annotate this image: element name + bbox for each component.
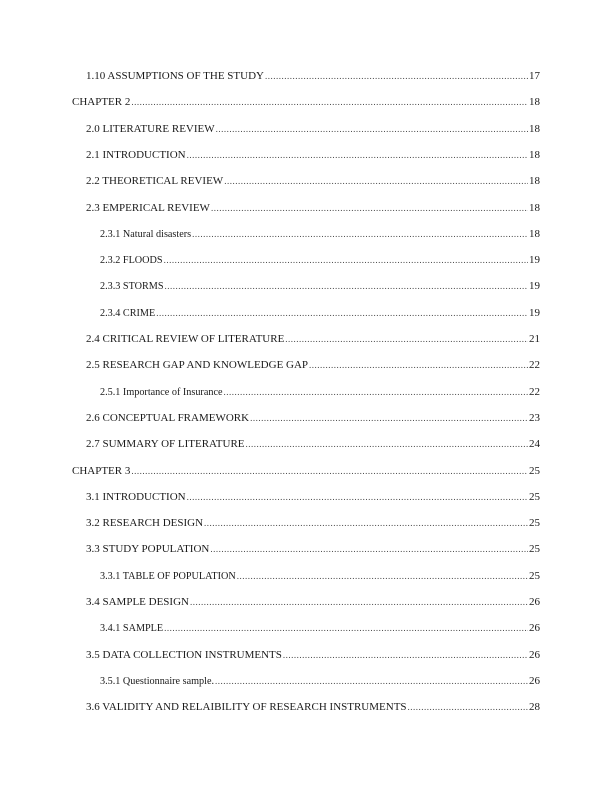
toc-entry-title: 2.1 INTRODUCTION (86, 148, 186, 161)
toc-entry-page: 21 (529, 333, 540, 345)
toc-entry[interactable] (100, 570, 540, 586)
toc-entry-title: 3.1 INTRODUCTION (86, 490, 186, 503)
toc-entry-page: 26 (529, 622, 540, 635)
dot-leader (165, 281, 528, 291)
dot-leader (190, 597, 528, 607)
toc-entry[interactable] (100, 675, 540, 691)
dot-leader (237, 571, 528, 581)
dot-leader (131, 97, 528, 107)
dot-leader (265, 71, 528, 81)
toc-entry-title: 2.7 SUMMARY OF LITERATURE (86, 438, 245, 451)
toc-entry-title: 1.10 ASSUMPTIONS OF THE STUDY (86, 70, 264, 82)
toc-entry-page: 17 (529, 70, 540, 82)
dot-leader (187, 150, 528, 160)
toc-entry-page: 25 (529, 517, 540, 530)
toc-entry-page: 18 (529, 201, 540, 214)
toc-entry-title: 3.4.1 SAMPLE (100, 623, 164, 635)
dot-leader (309, 360, 528, 370)
toc-entry[interactable] (86, 175, 540, 191)
toc-entry-page: 18 (529, 148, 540, 161)
toc-entry-page: 28 (529, 701, 540, 714)
toc-entry[interactable] (86, 438, 540, 454)
toc-entry-title: 2.3.2 FLOODS (100, 255, 163, 267)
dot-leader (187, 492, 528, 502)
toc-entry[interactable] (86, 412, 540, 428)
toc-entry-title: 3.5 DATA COLLECTION INSTRUMENTS (86, 648, 282, 661)
toc-entry-title: 2.0 LITERATURE REVIEW (86, 122, 215, 135)
toc-entry-title: 2.5 RESEARCH GAP AND KNOWLEDGE GAP (86, 359, 309, 372)
toc-entry-page: 19 (529, 254, 540, 267)
toc-entry[interactable] (86, 649, 540, 665)
toc-entry-title: 2.6 CONCEPTUAL FRAMEWORK (86, 411, 250, 424)
toc-entry-page: 19 (529, 280, 540, 293)
toc-entry-page: 26 (529, 648, 540, 661)
toc-entry-title: 2.3 EMPERICAL REVIEW (86, 201, 210, 214)
toc-entry[interactable] (86, 491, 540, 507)
toc-entry-title: 2.4 CRITICAL REVIEW OF LITERATURE (86, 333, 285, 345)
dot-leader (285, 334, 528, 344)
toc-entry-title: CHAPTER 3 (72, 464, 131, 477)
toc-entry-title: 2.3.3 STORMS (100, 281, 164, 293)
dot-leader (215, 676, 528, 686)
toc-entry[interactable] (100, 307, 540, 323)
toc-entry-page: 25 (529, 543, 540, 556)
toc-entry[interactable] (72, 465, 540, 481)
toc-entry-page: 22 (529, 359, 540, 372)
dot-leader (408, 702, 528, 712)
toc-entry[interactable] (86, 359, 540, 375)
toc-entry[interactable] (100, 280, 540, 296)
toc-entry-page: 19 (529, 306, 540, 319)
toc-entry-page: 18 (529, 122, 540, 135)
dot-leader (224, 176, 528, 186)
toc-entry[interactable] (86, 596, 540, 612)
toc-entry-title: 3.3 STUDY POPULATION (86, 543, 210, 556)
toc-entry-title: 3.2 RESEARCH DESIGN (86, 517, 204, 530)
dot-leader (246, 439, 529, 449)
toc-entry-page: 25 (529, 490, 540, 503)
toc-entry-title: 2.3.4 CRIME (100, 307, 156, 319)
toc-entry-page: 22 (529, 385, 540, 398)
toc-entry-page: 23 (529, 411, 540, 424)
dot-leader (164, 255, 528, 265)
dot-leader (156, 308, 528, 318)
dot-leader (210, 544, 528, 554)
toc-entry[interactable] (86, 543, 540, 559)
toc-entry-title: 3.6 VALIDITY AND RELAIBILITY OF RESEARCH INSTRUMENTS (86, 701, 407, 714)
toc-entry[interactable] (100, 386, 540, 402)
toc-entry-title: 3.4 SAMPLE DESIGN (86, 596, 189, 608)
dot-leader (250, 413, 528, 423)
toc-entry-page: 18 (529, 175, 540, 188)
toc-entry-title: 3.3.1 TABLE OF POPULATION (100, 570, 236, 582)
toc-entry[interactable] (86, 70, 540, 86)
toc-entry-page: 18 (529, 96, 540, 109)
toc-entry-page: 25 (529, 569, 540, 582)
toc-entry-page: 25 (529, 464, 540, 477)
dot-leader (131, 466, 528, 476)
toc-entry[interactable] (86, 701, 540, 717)
toc-entry-title: 2.2 THEORETICAL REVIEW (86, 175, 224, 188)
toc-entry-title: 3.5.1 Questionnaire sample. (100, 675, 215, 687)
dot-leader (283, 650, 528, 660)
toc-entry[interactable] (86, 517, 540, 533)
toc-entry[interactable] (100, 228, 540, 244)
toc-entry[interactable] (86, 149, 540, 165)
toc-entry-page: 26 (529, 596, 540, 608)
toc-entry-title: 2.5.1 Importance of Insurance (100, 386, 223, 398)
toc-entry[interactable] (100, 254, 540, 270)
dot-leader (211, 203, 528, 213)
dot-leader (204, 518, 528, 528)
toc-entry[interactable] (100, 622, 540, 638)
toc-entry-page: 26 (529, 674, 540, 687)
dot-leader (216, 124, 528, 134)
dot-leader (164, 623, 528, 633)
dot-leader (223, 387, 528, 397)
toc-entry-page: 24 (529, 438, 540, 451)
toc-entry[interactable] (86, 333, 540, 349)
toc-entry[interactable] (86, 202, 540, 218)
dot-leader (192, 229, 528, 239)
toc-entry-title: 2.3.1 Natural disasters (100, 228, 192, 240)
toc-entry-title: CHAPTER 2 (72, 96, 131, 109)
toc-entry-page: 18 (529, 227, 540, 240)
toc-entry[interactable] (72, 96, 540, 112)
toc-entry[interactable] (86, 123, 540, 139)
